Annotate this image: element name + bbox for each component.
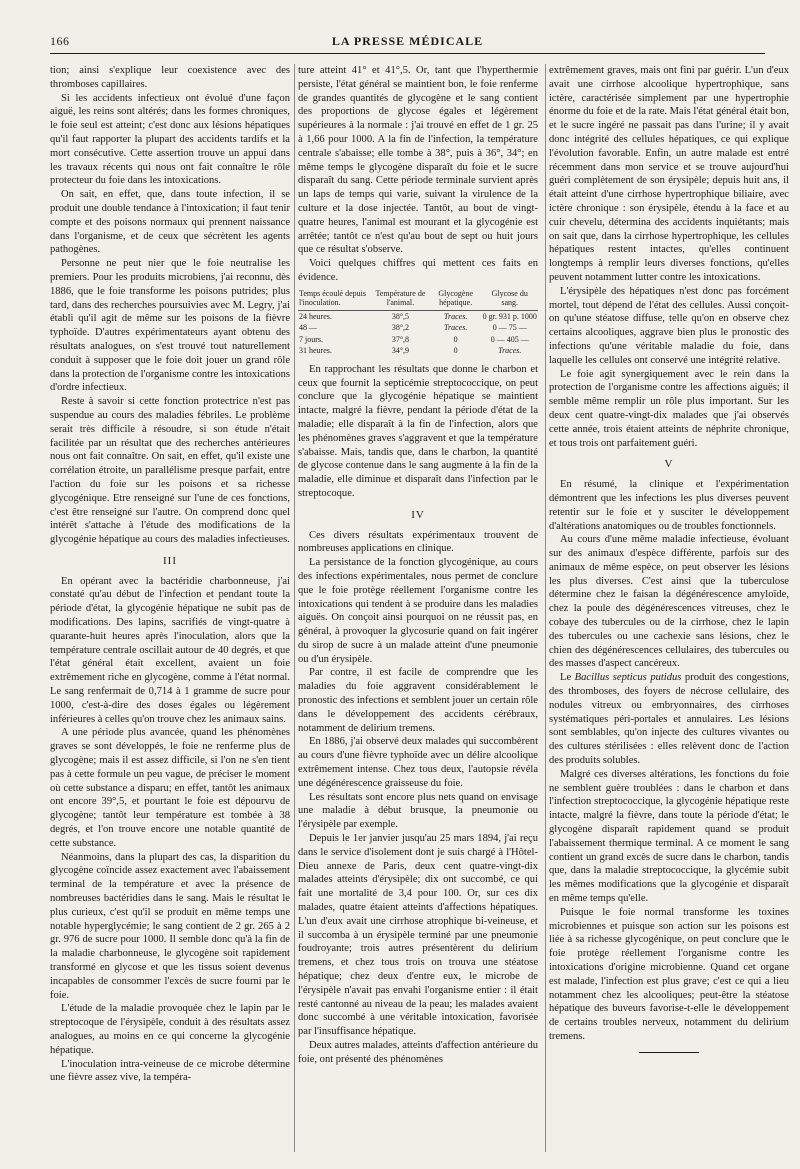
table-row <box>298 322 538 334</box>
paragraph: Le foie agit synergiquement avec le rein dans la protection de l'organisme contre les affections aiguës; il semble même remplir un rôle plus important. Sur les deux cent quatre-vingt-dix malades que j'ai observés cette année, trois étaient atteints de néphrite chronique, et tous trois ont parfaitement guéri. <box>549 368 789 449</box>
table-cell: 38°,2 <box>391 323 410 333</box>
table-header-cell: Glycogène hépatique. <box>430 289 482 311</box>
paragraph: Les résultats sont encore plus nets quand on envisage une maladie à début brusque, la pneumonie ou l'érysipèle par exemple. <box>298 791 538 831</box>
table-row <box>298 310 538 322</box>
table-cell: 37°,8 <box>391 334 410 344</box>
page-header <box>50 34 765 48</box>
paragraph: Au cours d'une même maladie infectieuse, évoluant sur des animaux d'espèce différente, parfois sur des animaux de même espèce, on peut observer les lésions les plus diverses. C'est ainsi que la tuberculose détermine chez le faisan la dégénérescence amyloïde, chez la poule des dégénérescences vitreuses, chez le cobaye des tubercules ou de la cirrhose, chez le lapin des tubercules ou une cachexie sans lésions, chez le chien des dégénérescences cellulaires, des tubercules ou des masses d'aspect cancéreux. <box>549 534 789 670</box>
table-cell: 0 — 405 — <box>490 334 529 344</box>
table-cell: 34°,9 <box>391 346 410 356</box>
paragraph: Par contre, il est facile de comprendre que les maladies du foie aggravent considérablement le pronostic des infections et semblent jouer un certain rôle dans le développement des accidents cérébraux, notamment de delirium tremens. <box>298 667 538 734</box>
table-cell: Traces. <box>444 323 468 333</box>
table-cell: 0 gr. 931 p. 1000 <box>482 311 537 321</box>
table-header-cell: Glycose du sang. <box>481 289 538 311</box>
column-2 <box>298 64 538 1156</box>
paragraph: Si les accidents infectieux ont évolué d'une façon aiguë, les reins sont altérés; dans les formes chroniques, le foie seul est atteint; c'est donc aux lésions hépatiques qu'il faut rapporter la plupart des accidents tardifs et la mort consécutive. Cette assertion trouve un appui dans les travaux récents qui nous ont fait connaître le rôle protecteur du foie dans les intoxications. <box>50 92 290 187</box>
table-cell: 7 jours. <box>299 334 323 344</box>
table-cell: 31 heures. <box>299 346 332 356</box>
paragraph: Puisque le foie normal transforme les toxines microbiennes et puisque son action sur les poisons est liée à sa richesse glycogénique, on peut conclure que le foie protège réellement l'organisme contre les intoxications d'origine microbienne. Quand cet organe est malade, l'infection est plus grave; c'est ce qui a lieu notamment chez les alcooliques; peut-être la stéatose hépatique des buveurs favorise-t-elle le développement de certains troubles nerveux, notamment du delirium tremens. <box>549 906 789 1042</box>
table-header-cell: Temps écoulé depuis l'inoculation. <box>298 289 371 311</box>
table-header-cell: Température de l'animal. <box>371 289 430 311</box>
paragraph: Deux autres malades, atteints d'affection antérieure du foie, ont présenté des phénomènes <box>298 1040 538 1065</box>
paragraph: Malgré ces diverses altérations, les fonctions du foie ne semblent guère troublées : dans le charbon et dans l'infection streptococcique, la glycogénie hépatique reste intacte, malgré la fièvre, dans toute la période d'état; le glycogène disparaît rapidement quand se produit l'abaissement thermique terminal. A ce moment le sang contient un grand excès de sucre dans le charbon, tandis que, dans la maladie streptococcique, la glycémie subit les mêmes modifications que la glycogénie et disparaît en même temps qu'elle. <box>549 768 789 905</box>
table-cell: Traces. <box>498 346 522 356</box>
paragraph: L'inoculation intra-veineuse de ce microbe détermine une fièvre assez vive, la tempéra- <box>50 1058 290 1084</box>
running-title: LA PRESSE MÉDICALE <box>331 34 484 48</box>
table-row <box>298 345 538 357</box>
table-header-row <box>298 289 538 311</box>
paragraph: A une période plus avancée, quand les phénomènes graves se sont développés, le foie ne renferme plus de glycogène; mais il est assez difficile, si l'on ne s'en tient pas à cette formule un peu vague, de préciser le moment où cette substance a disparu; en effet, tantôt les animaux ont encore 39°,5, et pourtant le foie est dépourvu de glycogène; tantôt leur température est tombée à 38 degrés, et l'on trouve encore une notable quantité de cette substance. <box>50 727 290 849</box>
column-separator <box>545 64 546 1152</box>
table-cell: 0 <box>453 346 458 356</box>
table-cell: 24 heures. <box>299 311 332 321</box>
section-heading: V <box>664 458 674 471</box>
paragraph: Néanmoins, dans la plupart des cas, la disparition du glycogène coïncide assez exactement avec l'abaissement terminal de la température et avec la présence de nombreuses bactéridies dans le sang. Mais le résultat le plus curieux, c'est qu'il se produit en même temps une notable hyperglycémie; le sang contient de 2 gr. 265 à 2 gr. 976 de sucre pour 1000. Il semble donc qu'à la fin de la maladie charbonneuse, le glycogène soit rapidement transformé en glycose et que les tissus soient devenus incapables de consommer l'excès de sucre fourni par le foie. <box>50 851 290 1001</box>
paragraph: Reste à savoir si cette fonction protectrice n'est pas suspendue au cours des maladies fébriles. Le problème serait très difficile à résoudre, si son étude n'était facilitée par un résultat que des recherches antérieures nous ont fait connaître. On sait, en effet, qu'il existe une corrélation étroite, un parallélisme presque parfait, entre l'action du foie sur les poisons et sa richesse glycogénique. Etre renseigné sur l'une de ces fonctions, c'est être renseigné sur l'autre. On comprend donc quel intérêt s'attache à l'étude des modifications de la glycogénie hépatique au cours des maladies infectieuses. <box>50 396 290 546</box>
paragraph: L'étude de la maladie provoquée chez le lapin par le streptocoque de l'érysipèle, conduit à des résultats assez analogues, au moins en ce qui concerne la glycogénie hépatique. <box>50 1003 290 1056</box>
end-rule <box>639 1052 699 1053</box>
table-cell: 48 — <box>299 323 317 333</box>
page-number: 166 <box>50 34 70 48</box>
paragraph: Ces divers résultats expérimentaux trouvent de nombreuses applications en clinique. <box>298 529 538 555</box>
paragraph: En rapprochant les résultats que donne le charbon et ceux que fournit la septicémie streptococcique, on peut conclure que la glycogénie hépatique se maintient intacte, malgré la fièvre, pendant la période d'état de la maladie; elle disparaît à la fin de l'infection, alors que les phénomènes graves s'aggravent et que la température s'abaisse. Mais, tandis que, dans le charbon, la quantité de glycose contenue dans le sang augmente à la fin de la maladie, elle diminue et disparaît dans l'infection par le streptocoque. <box>298 363 538 499</box>
paragraph: En 1886, j'ai observé deux malades qui succombèrent au cours d'une fièvre typhoïde avec un délire alcoolique extrêmement intense. Chez tous deux, l'autopsie révéla une dégénérescence graisseuse du foie. <box>298 736 538 789</box>
paragraph: extrêmement graves, mais ont fini par guérir. L'un d'eux avait une cirrhose alcoolique hypertrophique, sans ictère, caractérisée simplement par une hypertrophie énorme du foie et de la rate. Mais l'état général était bon, et le sucre ingéré ne passait pas dans l'urine; il y avait donc intégrité des cellules hépatiques, ce qui explique l'évolution favorable. Enfin, un autre malade est entré récemment dans mon service et se trouve aujourd'hui guéri complètement de son érysipèle; depuis huit ans, il était atteint d'une cirrhose hypertrophique biliaire, avec ictère chronique : son érysipèle, étendu à la face et au cuir chevelu, détermina des accidents inquiétants; mais on sait que, dans la cirrhose hypertrophique, les cellules hépatiques restent intactes, qu'elles continuent longtemps à remplir leurs diverses fonctions, qu'elles peuvent notamment lutter contre les intoxications. <box>549 65 789 283</box>
paragraph: La persistance de la fonction glycogénique, au cours des infections expérimentales, nous permet de conclure que le foie protège réellement l'organisme contre les intoxications qui tendent à se produire dans les maladies aiguës. On conçoit ainsi pourquoi on ne réussit pas, en général, à provoquer la glycosurie quand on fait ingérer du sirop de sucre à un malade atteint d'une pneumonie ou d'un érysipèle. <box>298 557 538 665</box>
paragraph <box>549 671 789 768</box>
table-row <box>298 334 538 346</box>
table-cell: 38°,5 <box>391 311 410 321</box>
paragraph: On sait, en effet, que, dans toute infection, il se produit une double tendance à l'intoxication; il faut tenir compte et des poisons normaux qui prennent naissance dans l'organisme, et de ceux que sécrètent les agents pathogènes. <box>50 189 290 256</box>
paragraph: tion; ainsi s'explique leur coexistence avec des thromboses capillaires. <box>50 65 290 90</box>
paragraph: Voici quelques chiffres qui mettent ces faits en évidence. <box>298 258 538 283</box>
paragraph: L'érysipèle des hépatiques n'est donc pas forcément mortel, tout dépend de l'état des cellules. Aussi conçoit-on qu'une stéatose diffuse, telle qu'on en observe chez certains alcooliques, aggrave bien plus le pronostic des infections qu'une véritable maladie du foie, dans laquelle les cellules ont conservé une intégrité relative. <box>549 285 789 366</box>
text-span: produit des congestions, des thromboses, des foyers de nécrose cellulaire, des nodules vitreux ou embryonnaires, des cirrhoses systématiques péri-portales et annulaires. Les lésions sont semblables, qu'on injecte des cultures vivantes ou des cultures stérilisées : elles relèvent donc de l'action des produits solubles. <box>549 672 789 767</box>
table-cell: 0 <box>453 334 458 344</box>
table-cell: 0 — 75 — <box>492 323 527 333</box>
paragraph: En résumé, la clinique et l'expérimentation démontrent que les infections les plus diverses peuvent retentir sur le foie et y susciter le développement d'altérations anatomiques ou de troubles fonctionnels. <box>549 479 789 532</box>
paragraph: Depuis le 1er janvier jusqu'au 25 mars 1894, j'ai reçu dans le service d'isolement dont je suis chargé à l'Hôtel-Dieu annexe de Paris, deux cent quatre-vingt-dix malades atteints d'érysipèle; dix ont succombé, ce qui fait une mortalité de 3,4 pour 100. Or, sur ces dix malades, quatre étaient atteints d'affections hépatiques. L'un d'eux avait une cirrhose atrophique bi-veineuse, et il succomba à un érysipèle terminé par une pneumonie foudroyante; trois autres présentèrent du delirium tremens, et chez tous trois on trouva une stéatose hépatique; chez deux d'entre eux, le microbe de l'érysipèle n'avait pas envahi l'organisme entier : il était resté cantonné au niveau de la peau; les malades avaient donc succombé à une véritable intoxication, favorisée par l'insuffisance hépatique. <box>298 833 538 1038</box>
column-separator <box>294 64 295 1152</box>
column-1 <box>50 64 290 1156</box>
species-name: Bacillus septicus putidus <box>574 672 682 684</box>
table-cell: Traces. <box>444 311 468 321</box>
header-rule <box>50 53 765 54</box>
section-heading: III <box>163 554 177 567</box>
text-span: Le <box>560 672 575 684</box>
data-table <box>298 289 538 357</box>
paragraph: ture atteint 41° et 41°,5. Or, tant que l'hyperthermie persiste, l'état général se maintient bon, le foie renferme de grandes quantités de glycogène et le sang contient des proportions de glycose égales et légèrement supérieures à la normale : j'ai trouvé en effet de 1 gr. 25 à 1,66 pour 1000. A la fin de l'infection, la température centrale s'abaisse; elle tombe à 38°, puis à 36°, 34°; en même temps le glycogène disparaît du foie et le sucre disparaît du sang. Cette période terminale survient après un laps de temps qui varie, suivant la virulence de la culture et la dose injectée. Tantôt, au bout de vingt-quatre heures, l'animal est mourant et la glycogénie est arrêtée; tantôt ce n'est qu'au bout de sept ou huit jours que ce résultat s'observe. <box>298 65 538 256</box>
column-3 <box>549 64 789 1156</box>
paragraph: Personne ne peut nier que le foie neutralise les premiers. Pour les produits microbiens, j'ai reconnu, dès 1886, que le foie transforme les poisons putrides; plus tard, dans des recherches poursuivies avec M. Legry, j'ai établi qu'il agit de même sur les poisons de la fièvre typhoïde. D'autres expérimentateurs ayant obtenu des résultats analogues, on s'est trouvé tout naturellement conduit à supposer que le foie doit jouer un grand rôle dans la protection de l'organisme contre les intoxications d'ordre infectieux. <box>50 258 290 394</box>
paragraph: En opérant avec la bactéridie charbonneuse, j'ai constaté qu'au début de l'infection et pendant toute la période d'état, la glycogénie hépatique ne subit pas de modifications. Des lapins, sacrifiés de vingt-quatre à quarante-huit heures après l'inoculation, alors que la température centrale oscillait autour de 40 degrés, et que l'état général était excellent, avaient un foie extrêmement riche en glycogène, comme à l'état normal. Le sang renfermait de 0,714 à 1 gramme de sucre pour 1000, c'est-à-dire des doses égales ou légèrement inférieures à celles qu'on trouve chez les animaux sains. <box>50 575 290 725</box>
section-heading: IV <box>411 508 425 521</box>
